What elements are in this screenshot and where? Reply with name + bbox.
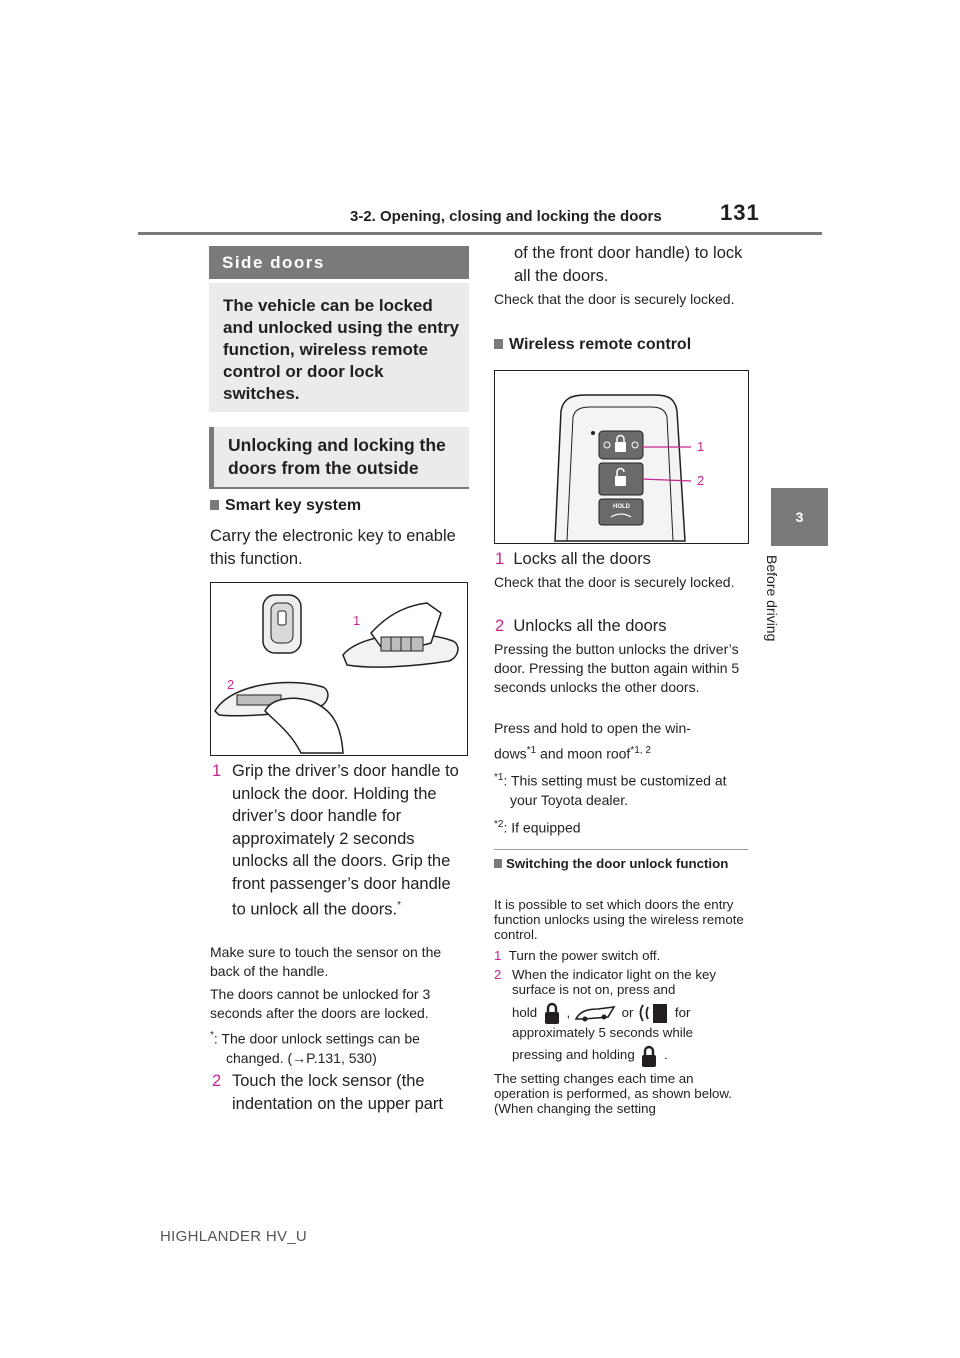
sensor-note: Make sure to touch the sensor on the back of the handle. [210, 944, 442, 979]
footnote [210, 1026, 466, 1068]
step-1-footnote-mark: * [397, 900, 402, 911]
divider [494, 849, 748, 850]
check-note-2: Check that the door is securely locked. [494, 574, 735, 590]
footnote-1-text: : This setting must be customized at your Toyota dealer. [503, 772, 727, 808]
switch-heading [494, 856, 750, 871]
header-rule [138, 232, 822, 235]
figure-label-1: 1 [353, 613, 361, 628]
smart-key-text: Carry the electronic key to enable this function. [210, 527, 456, 568]
footnote-2-mark: *2 [494, 819, 504, 830]
for-word: for [674, 1005, 691, 1020]
step-1-number: 1 [212, 762, 222, 780]
remote-key-illustration [495, 371, 748, 543]
footnote-2 [494, 815, 750, 838]
car-trunk-icon [574, 1003, 618, 1023]
switch-step-1 [494, 948, 748, 963]
item-2-number: 2 [495, 617, 505, 635]
switch-step-2-text-a: When the indicator light on the key surface is not on, press and [512, 967, 717, 997]
chapter-title-vertical [762, 555, 782, 665]
switch-step-2 [494, 967, 748, 1068]
subsection-heading: Unlocking and locking the doors from the outside [209, 427, 469, 489]
step-2 [212, 1070, 468, 1115]
footnote-text: : The door unlock settings can be changed. (→P.131, 530) [213, 1030, 420, 1066]
smart-key-heading-text: Smart key system [225, 497, 362, 514]
setting-changes-note: The setting changes each time an operation is performed, as shown below. (When changing the setting [494, 1071, 732, 1116]
switch-step-2-text-b: approximately 5 seconds while [512, 1025, 694, 1041]
press-hold-note [494, 719, 750, 764]
section-title: 3-2. Opening, closing and locking the doors [350, 208, 662, 225]
footer-model: HIGHLANDER HV_U [160, 1228, 308, 1245]
remote-label-1: 1 [697, 439, 705, 454]
chapter-title: Before driving [764, 555, 780, 642]
windows-footnote-mark: *1 [526, 745, 537, 756]
lock-icon [541, 1001, 563, 1025]
switch-heading-text: Switching the door unlock function [506, 856, 729, 871]
remote-label-2: 2 [697, 473, 705, 488]
hold-label: HOLD [613, 504, 630, 510]
item-1-number: 1 [495, 550, 505, 568]
bullet-square-icon [494, 339, 503, 349]
smart-key-heading [210, 497, 361, 515]
comma: , [566, 1005, 571, 1020]
section-intro: The vehicle can be locked and unlocked using the entry function, wireless remote control or door lock switches. [209, 283, 469, 412]
smart-key-figure [210, 582, 468, 756]
press-hold-moon: and moon roof [536, 745, 631, 762]
footnote-mark: * [210, 1030, 214, 1041]
item-2 [495, 615, 667, 638]
step-2-text: Touch the lock sensor (the indentation on the upper part [232, 1072, 443, 1113]
or-word: or [621, 1005, 634, 1020]
item-1-text: Locks all the doors [513, 550, 651, 568]
period: . [664, 1047, 668, 1063]
step-2-number: 2 [212, 1072, 222, 1090]
unlock-note: Pressing the button unlocks the driver’s door. Pressing the button again within 5 seconds unlocks the other doors. [494, 641, 740, 695]
hold-word: hold [512, 1005, 538, 1020]
step-1-text: Grip the driver’s door handle to unlock the door. Holding the driver’s door handle for approximately 2 seconds unlocks all the doors. Grip the front passenger’s door handle to unlock all the doors. [232, 762, 459, 919]
chapter-tab: 3 [771, 488, 828, 546]
section-heading: Side doors [209, 246, 469, 279]
footnote-1-mark: *1 [494, 772, 504, 783]
footnote-2-text: : If equipped [503, 819, 581, 836]
check-note-1: Check that the door is securely locked. [494, 291, 735, 307]
wireless-heading [494, 336, 691, 354]
lock-icon [638, 1044, 660, 1068]
door-handle-illustration [211, 583, 467, 755]
window-icon [637, 1001, 671, 1025]
item-1 [495, 548, 651, 571]
bullet-square-icon [494, 859, 502, 868]
page-number: 131 [720, 200, 760, 225]
item-2-text: Unlocks all the doors [513, 617, 667, 635]
pressing-holding: pressing and holding [512, 1047, 635, 1063]
switch-step-1-number: 1 [494, 948, 502, 963]
remote-figure [494, 370, 749, 544]
bullet-square-icon [210, 500, 219, 510]
moonroof-footnote-mark: *1, 2 [630, 745, 651, 756]
footnote-1 [494, 768, 750, 810]
switch-step-1-text: Turn the power switch off. [508, 948, 661, 963]
press-hold-dows: dows [494, 745, 527, 762]
wireless-heading-text: Wireless remote control [509, 336, 692, 353]
switch-step-2-number: 2 [494, 967, 502, 982]
step-1 [212, 760, 468, 921]
figure-label-2: 2 [227, 677, 235, 692]
doors-note: The doors cannot be unlocked for 3 seconds after the doors are locked. [210, 986, 431, 1021]
switch-intro: It is possible to set which doors the entry function unlocks using the wireless remote control. [494, 897, 744, 942]
press-hold-line-1: Press and hold to open the win- [494, 720, 691, 736]
step-2-continued: of the front door handle) to lock all the doors. [514, 244, 743, 285]
